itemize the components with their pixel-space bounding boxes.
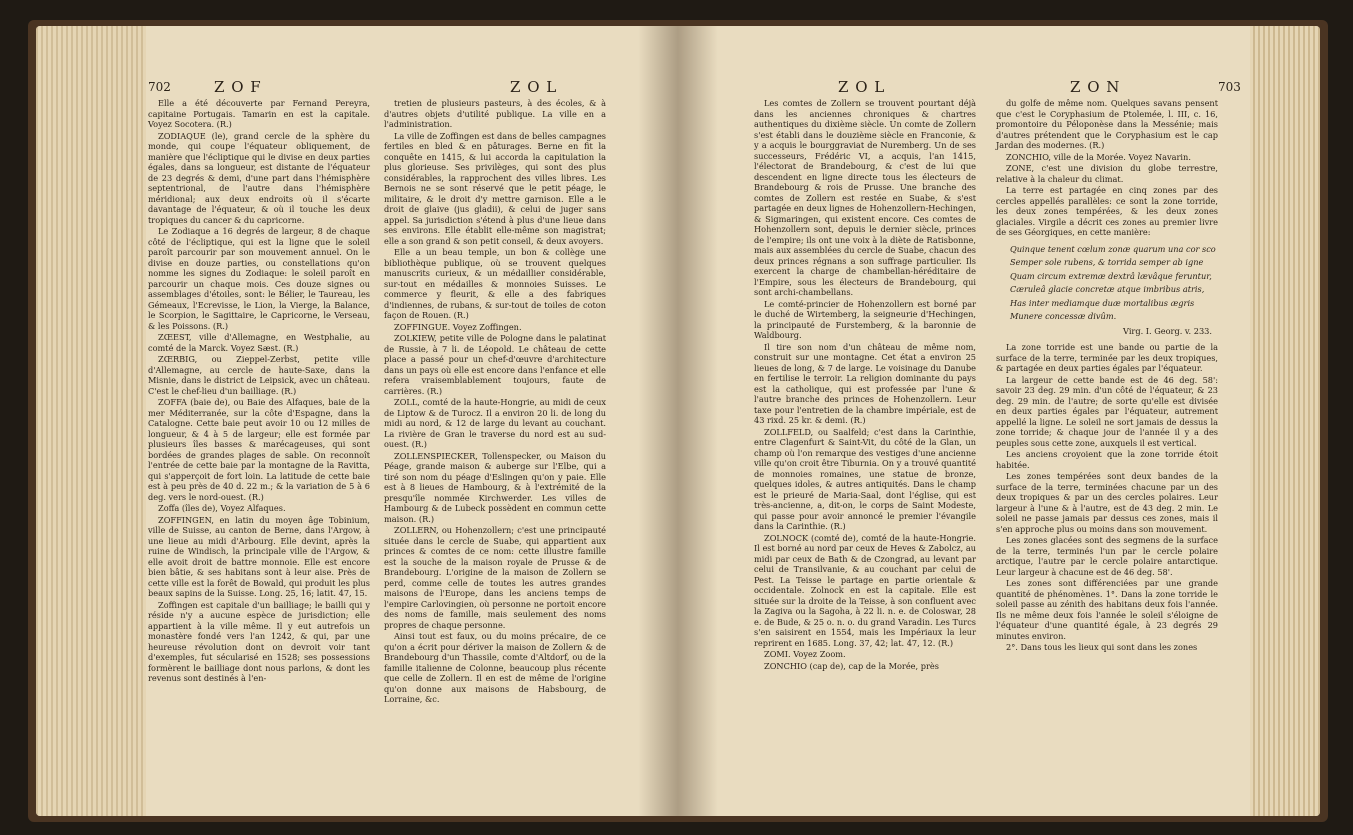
entry-zoerbig: ZŒRBIG, ou Zieppel-Zerbst, petite ville d'Allemagne, au cercle de haute-Saxe, dans la Misnie, dans le district de Leipsick, avec un château. C'est le chef-lieu d'un bailliage. (R.) (148, 354, 370, 396)
gutter-shadow-right (678, 26, 718, 816)
paragraph: Les zones glacées sont des segmens de la surface de la terre, terminés l'un par le cercle polaire arctique, l'autre par le cercle polaire antarctique. Leur largeur à chacune est de 46 deg. 58'. (996, 535, 1218, 577)
verse-line: Semper sole rubens, & torrida semper ab igne (1010, 257, 1204, 267)
entry-zoest: ZŒEST, ville d'Allemagne, en Westphalie, au comté de la Marck. Voyez Sæst. (R.) (148, 332, 370, 353)
verse-line: Quinque tenent cœlum zonæ quarum una cor sco (1010, 243, 1216, 254)
paragraph: Elle a un beau temple, un bon & collège une bibliothèque publique, où se trouvent quelques manuscrits curieux, & un médaillier considérable, sur-tout en médailles & monnoies Suisses. Le commerce y fleurit, & elle a des fabriques d'indiennes, de rubans, & sur-tout de toiles de coton façon de Rouen. (R.) (384, 247, 606, 320)
book (28, 20, 1328, 822)
entry-zonchio-cap: ZONCHIO (cap de), cap de la Morée, près (764, 660, 939, 671)
gutter-shadow-left (638, 26, 678, 816)
verse-reference: Virg. I. Georg. v. 233. (1123, 325, 1212, 336)
entry-zoffingue: ZOFFINGUE. Voyez Zoffingen. (394, 321, 522, 332)
right-page-column-2 (996, 98, 1218, 654)
verse-line: Cæruleâ glacie concretæ atque imbribus atris, (1010, 284, 1205, 294)
paragraph: La terre est partagée en cinq zones par des cercles appellés parallèles: ce sont la zone torride, les deux zones tempérées, & les deux zones glaciales. Virgile a décrit ces zones au premier livre de ses Géorgiques, en cette manière: (996, 185, 1218, 237)
paragraph: La zone torride est une bande ou partie de la surface de la terre, terminée par les deux tropiques, & partagée en deux parties égales par l'équateur. (996, 342, 1218, 373)
entry-zoll: ZOLL, comté de la haute-Hongrie, au midi de ceux de Liptow & de Turocz. Il a environ 20 li. de long du midi au nord, & 12 de large du levant au couchant. La rivière de Gran le traverse du nord est au sud-ouest. (R.) (384, 397, 606, 449)
page-edges-left (36, 26, 146, 816)
verse-line: Munere concessæ divûm. (1010, 311, 1117, 321)
entry-zoffa: ZOFFA (baie de), ou Baie des Alfaques, baie de la mer Méditerranée, sur la côte d'Espagne, dans la Catalogne. Cette baie peut avoir 10 ou 12 milles de longueur, & 4 à 5 de largeur; elle est formée par plusieurs îles basses & marécageuses, qui sont bordées de grandes plages de sable. On reconnoît l'entrée de cette baie par la montagne de la Ravitta, qui s'apperçoit de fort loin. La latitude de cette baie est à peu près de 40 d. 22 m.; & la variation de 5 à 6 deg. vers le nord-ouest. (R.) (148, 397, 370, 502)
entry-zollfeld: ZOLLFELD, ou Saalfeld; c'est dans la Carinthie, entre Clagenfurt & Saint-Vit, du côté de la Glan, un champ où l'on remarque des vestiges d'une ancienne ville qu'on croit être Tiburnia. On y a trouvé quantité de monnoies romaines, une statue de bronze, quelques idoles, & autres antiquités. Dans le champ est le prieuré de Maria-Saal, dont l'église, qui est très-ancienne, a, dit-on, le corps de Saint Modeste, qui passe pour avoir annoncé le premier l'évangile dans la Carinthie. (R.) (754, 426, 976, 531)
entry-zollenspiecker: ZOLLENSPIECKER, Tollenspecker, ou Maison du Péage, grande maison & auberge sur l'Elbe, qui a tiré son nom du péage d'Eslingen qu'on y paie. Elle est à 8 lieues de Hambourg, & à l'extrémité de la presqu'île nommée Kirchwerder. Les villes de Hambourg & de Lubeck possèdent en commun cette maison. (R.) (384, 450, 606, 524)
paragraph: du golfe de même nom. Quelques savans pensent que c'est le Coryphasium de Ptolemée, l. III, c. 16, promontoire du Péloponèse dans la Messénie; mais d'autres prétendent que le Coryphasium est le cap Jardan des modernes. (R.) (996, 98, 1218, 150)
page-edges-right (1250, 26, 1320, 816)
paragraph: 2°. Dans tous les lieux qui sont dans les zones (1006, 642, 1198, 652)
running-head-zof: Z O F (214, 78, 262, 96)
paragraph: La ville de Zoffingen est dans de belles campagnes fertiles en bled & en pâturages. Berne en fit la conquête en 1415, & lui accorda la capitulation la plus glorieuse. Ses privilèges, qui sont des plus considérables, la rapprochent des villes libres. Les Bernois ne se sont réservé que le petit péage, le militaire, & le droit d'y mettre garnison. Elle a le droit de glaive (jus gladii), & celui de juger sans appel. Sa jurisdiction s'étend à plus d'une lieue dans ses environs. Elle établit elle-même son magistrat; elle a son grand & son petit conseil, & deux avoyers. (384, 130, 606, 246)
entry-zoffingen: ZOFFINGEN, en latin du moyen âge Tobinium, ville de Suisse, au canton de Berne, dans l'Argow, à une lieue au midi d'Arbourg. Elle devint, après la ruine de Windisch, la principale ville de l'Argow, & elle avoit droit de battre monnoie. Elle est encore bien bâtie, & ses habitans sont à leur aise. Près de cette ville est la forêt de Bowald, qui produit les plus beaux sapins de la Suisse. Long. 25, 16; latit. 47, 15. (148, 514, 370, 598)
running-head-zon: Z O N (1070, 78, 1121, 96)
paragraph: Elle a été découverte par Fernand Pereyra, capitaine Portugais. Tamarin en est la capitale. Voyez Socotera. (R.) (148, 98, 370, 129)
running-head-zol-right: Z O L (838, 78, 886, 96)
right-page-column-1 (754, 98, 976, 672)
running-head-zol-left: Z O L (510, 78, 558, 96)
paragraph: Les zones tempérées sont deux bandes de la surface de la terre, terminées chacune par un des deux tropiques & par un des cercles polaires. Leur largeur à l'une & à l'autre, est de 43 deg. 2 min. Le soleil ne passe jamais par dessus ces zones, mais il s'en approche plus ou moins dans son mouvement. (996, 471, 1218, 534)
paragraph: tretien de plusieurs pasteurs, à des écoles, & à d'autres objets d'utilité publique. La ville en a l'administration. (384, 98, 606, 129)
entry-zollern: ZOLLERN, ou Hohenzollern; c'est une principauté située dans le cercle de Suabe, qui appartient aux princes & comtes de ce nom: cette illustre famille est la souche de la maison royale de Prusse & de Brandebourg. L'origine de la maison de Zollern se perd, comme celle de toutes les autres grandes maisons de l'Europe, dans les anciens temps de l'empire Carlovingien, où personne ne portoit encore des noms de famille, mais seulement des noms propres de chaque personne. (384, 525, 606, 630)
paragraph: Les comtes de Zollern se trouvent pourtant déjà dans les anciennes chroniques & chartres authentiques du dixième siècle. Un comte de Zollern s'est établi dans le douzième siècle en Franconie, & y a acquis le bourggraviat de Nuremberg. Un de ses successeurs, Frédéric VI, a acquis, l'an 1415, l'électorat de Brandebourg, & c'est de lui que descendent en ligne directe tous les électeurs de Brandebourg & rois de Prusse. Une branche des comtes de Zollern est restée en Suabe, & s'est partagée en deux lignes de Hohenzollern-Hechingen, & Sigmaringen, qui existent encore. Ces comtes de Hohenzollern sont, depuis le dernier siècle, princes de l'empire; ils ont une voix à la diète de Ratisbonne, mais aux assemblées du cercle de Suabe, chacun des deux princes régnans a son suffrage particulier. Ils exercent la charge de chambellan-héréditaire de l'Empire, sous les électeurs de Brandebourg, qui sont archi-chambellans. (754, 98, 976, 297)
left-page-column-1 (148, 98, 370, 685)
paragraph: Les zones sont différenciées par une grande quantité de phénomènes. 1°. Dans la zone torride le soleil passe au zénith des habitans deux fois l'année. Ils ne même deux fois l'année le soleil s'éloigne de l'équateur d'une quantité égale, à 23 degrés 29 minutes environ. (996, 578, 1218, 641)
left-page-column-2 (384, 98, 606, 706)
page-number-right: 703 (1218, 80, 1241, 94)
verse-line: Has inter mediamque duæ mortalibus ægris (1010, 297, 1195, 308)
paragraph: Ainsi tout est faux, ou du moins précaire, de ce qu'on a écrit pour dériver la maison de Zollern & de Brandebourg d'un Thassile, comte d'Altdorf, ou de la famille italienne de Colonne, beaucoup plus récente que celle de Zollern. Il en est de même de l'origine qu'on donne aux maisons de Habsbourg, de Lorraine, &c. (384, 631, 606, 704)
paragraph: Il tire son nom d'un château de même nom, construit sur une montagne. Cet état a environ 25 lieues de long, & 7 de large. Le voisinage du Danube en fertilise le terroir. La religion dominante du pays est la catholique, qui est professée par l'une & l'autre branche des princes de Hohenzollern. Leur taxe pour l'entretien de la chambre impériale, est de 43 rixd. 25 kr. & demi. (R.) (754, 341, 976, 425)
paragraph: Les anciens croyoient que la zone torride étoit habitée. (996, 449, 1218, 470)
paragraph: La largeur de cette bande est de 46 deg. 58': savoir 23 deg. 29 min. d'un côté de l'équateur, & 23 deg. 29 min. de l'autre; de sorte qu'elle est divisée en deux parties égales par l'équateur, autrement appellé la ligne. Le soleil ne sort jamais de dessus la zone torride; & chaque jour de l'année il y a des peuples sous cette zone, auxquels il est vertical. (996, 374, 1218, 448)
entry-zolkiew: ZOLKIEW, petite ville de Pologne dans le palatinat de Russie, à 7 li. de Léopold. Le château de cette place a passé pour un chef-d'œuvre d'architecture dans un pays où elle est encore dans l'enfance et elle refera vraisemblablement toujours, faute de carrières. (R.) (384, 333, 606, 396)
verse-line: Quam circum extremæ dextrâ lævâque feruntur, (1010, 270, 1212, 281)
paragraph: Le comté-princier de Hohenzollern est borné par le duché de Wirtemberg, la seigneurie d'Hechingen, la principauté de Furstemberg, & la baronnie de Waldbourg. (754, 298, 976, 340)
entry-zonchio-ville: ZONCHIO, ville de la Morée. Voyez Navarin. (1006, 151, 1191, 162)
entry-zomi: ZOMI. Voyez Zoom. (764, 649, 846, 659)
latin-verse-quotation (1010, 244, 1218, 322)
right-page (678, 26, 1320, 816)
entry-zolnock: ZOLNOCK (comté de), comté de la haute-Hongrie. Il est borné au nord par ceux de Heves & Zabolcz, au midi par ceux de Bath & de Czongrad, au levant par celui de Transilvanie, & au couchant par celui de Pest. La Teisse le partage en partie orientale & occidentale. Zolnock en est la capitale. Elle est située sur la droite de la Teisse, à son confluent avec la Zagiva ou la Sagoha, à 22 li. n. e. de Coloswar, 28 e. de Bude, & 25 o. n. o. du grand Varadin. Les Turcs s'en saisirent en 1554, mais les Impériaux la leur reprirent en 1685. Long. 37, 42; lat. 47, 12. (R.) (754, 532, 976, 648)
paragraph: Le Zodiaque a 16 degrés de largeur, 8 de chaque côté de l'écliptique, qui est la ligne que le soleil paroît parcourir par son mouvement annuel. On le divise en douze parties, ou constellations qu'on nomme les signes du Zodiaque: le soleil paroît en parcourir un chaque mois. Ces douze signes ou assemblages d'étoiles, sont: le Bélier, le Taureau, les Gémeaux, l'Ecrevisse, le Lion, la Vierge, la Balance, le Scorpion, le Sagittaire, le Capricorne, le Verseau, & les Poissons. (R.) (148, 226, 370, 331)
left-page (36, 26, 678, 816)
entry-zoffa-iles: Zoffa (îles de), Voyez Alfaques. (158, 503, 286, 513)
paragraph: Zoffingen est capitale d'un bailliage; le bailli qui y réside n'y a aucune espèce de jurisdiction; elle appartient à la ville même. Il y eut autrefois un monastère fondé vers l'an 1242, & qui, par une heureuse révolution dont on devroit voir tant d'exemples, fut sécularisé en 1528; ses possessions formèrent le bailliage dont nous parlons, & dont les revenus sont destinés à l'en- (148, 599, 370, 683)
page-number-left: 702 (148, 80, 171, 94)
entry-zone: ZONE, c'est une division du globe terrestre, relative à la chaleur du climat. (996, 163, 1218, 184)
entry-zodiaque: ZODIAQUE (le), grand cercle de la sphère du monde, qui coupe l'équateur obliquement, de manière que l'écliptique qui le divise en deux parties égales, dans sa longueur, est distante de l'équateur de 23 degrés & demi, d'une part dans l'hémisphère septentrional, de l'autre dans l'hémisphère méridional; aux deux endroits où il s'écarte davantage de l'équateur, & où il touche les deux tropiques du cancer & du capricorne. (148, 130, 370, 225)
